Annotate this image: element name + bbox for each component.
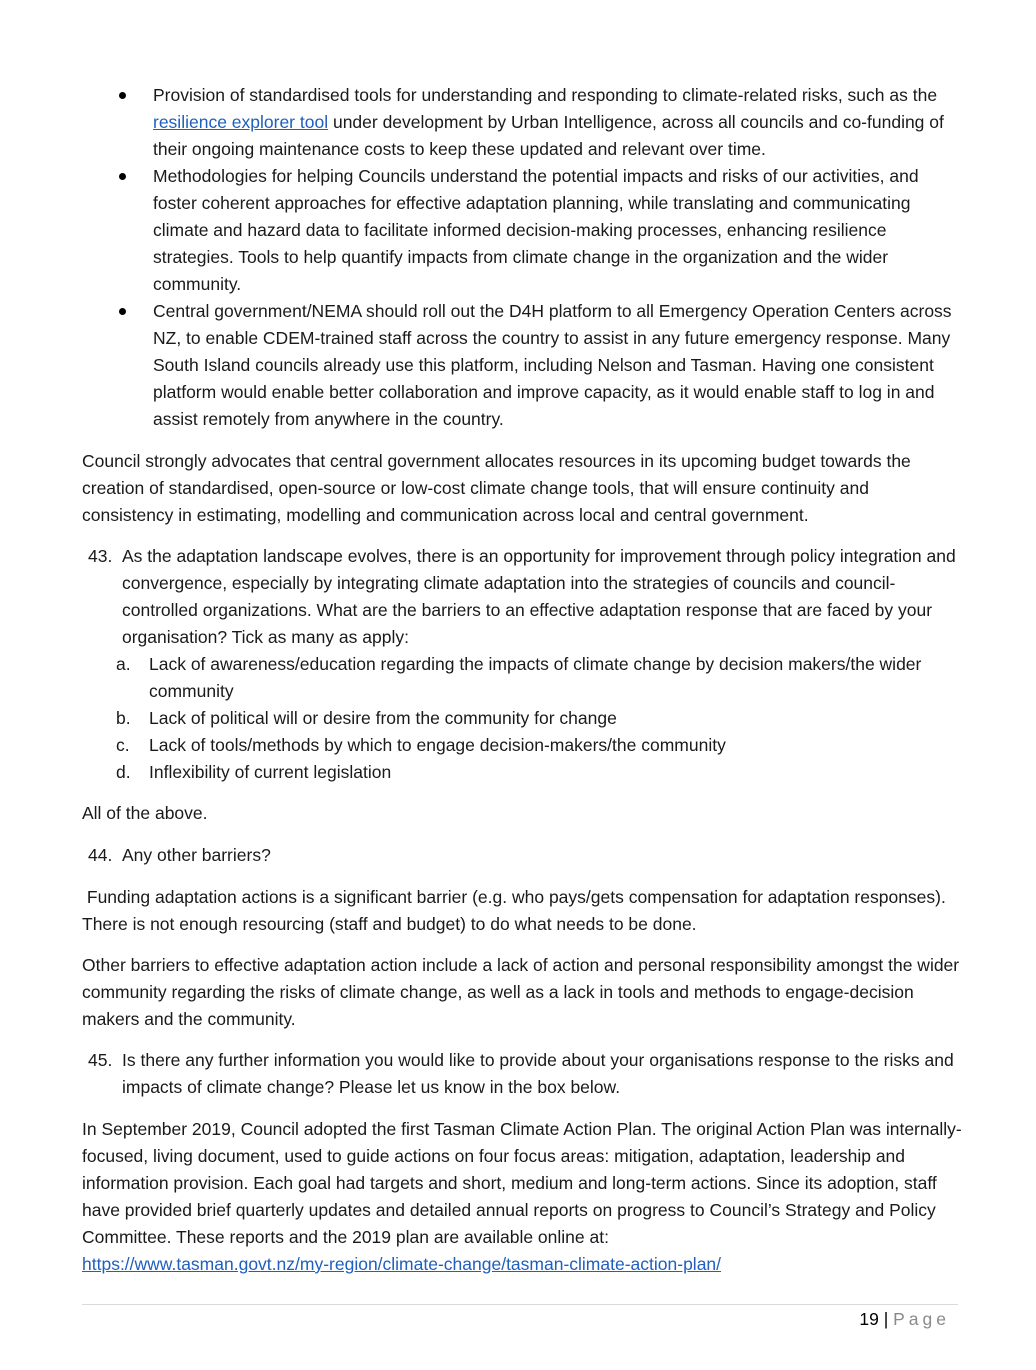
question-number: 44.	[88, 845, 113, 865]
question-text: Is there any further information you would like to provide about your organisations response to the risks and impacts of climate change? Please let us know in the box below.	[122, 1050, 954, 1097]
option-text: Inflexibility of current legislation	[149, 762, 392, 782]
option-c	[82, 732, 962, 759]
advocacy-paragraph: Council strongly advocates that central government allocates resources in its upcoming budget towards the creation of standardised, open-source or low-cost climate change tools, that will ensure continuity and consistency in estimating, modelling and communication across local and central government.	[82, 451, 911, 525]
footer-divider	[82, 1304, 958, 1305]
page-label: Page	[893, 1309, 950, 1329]
option-letter: b.	[116, 708, 131, 728]
bullet-item	[82, 82, 962, 163]
option-b	[82, 705, 962, 732]
option-letter: c.	[116, 735, 130, 755]
bullet-text: Methodologies for helping Councils understand the potential impacts and risks of our activities, and foster coherent approaches for effective adaptation planning, while translating and communicating climate and hazard data to facilitate informed decision-making processes, enhancing resilience strategies. Tools to help quantify impacts from climate change in the organization and the wider community.	[153, 166, 919, 294]
option-letter: a.	[116, 654, 131, 674]
answer-44-funding: Funding adaptation actions is a significant barrier (e.g. who pays/gets compensation for adaptation responses). There is not enough resourcing (staff and budget) to do what needs to be done.	[82, 887, 951, 934]
bullet-item	[82, 298, 962, 433]
option-text: Lack of political will or desire from the community for change	[149, 708, 617, 728]
bullet-item	[82, 163, 962, 298]
answer-45	[82, 1116, 962, 1278]
option-text: Lack of tools/methods by which to engage decision-makers/the community	[149, 735, 726, 755]
resilience-explorer-link[interactable]: resilience explorer tool	[153, 112, 329, 132]
option-d	[82, 759, 962, 786]
bullet-icon	[119, 92, 126, 99]
bullet-list	[82, 82, 962, 433]
page-separator: |	[883, 1309, 889, 1329]
option-letter: d.	[116, 762, 131, 782]
answer-43: All of the above.	[82, 803, 208, 823]
action-plan-link[interactable]: https://www.tasman.govt.nz/my-region/climate-change/tasman-climate-action-plan/	[82, 1254, 722, 1274]
question-number: 45.	[88, 1050, 113, 1070]
bullet-text: Central government/NEMA should roll out the D4H platform to all Emergency Operation Centers across NZ, to enable CDEM-trained staff across the country to assist in any future emergency response. Many South Island councils already use this platform, including Nelson and Tasman. Having one consistent platform would enable better collaboration and improve capacity, as it would enable staff to log in and assist remotely from anywhere in the country.	[153, 301, 952, 429]
answer-44-other: Other barriers to effective adaptation action include a lack of action and personal responsibility amongst the wider community regarding the risks of climate change, as well as a lack in tools and methods to engage-decision makers and the community.	[82, 955, 960, 1029]
question-text: As the adaptation landscape evolves, there is an opportunity for improvement through policy integration and convergence, especially by integrating climate adaptation into the strategies of councils and council-controlled organizations. What are the barriers to an effective adaptation response that are faced by your organisation? Tick as many as apply:	[122, 546, 956, 647]
bullet-text: Provision of standardised tools for understanding and responding to climate-related risks, such as the	[153, 85, 938, 105]
question-44	[82, 842, 962, 869]
bullet-icon	[119, 308, 126, 315]
answer-45-text: In September 2019, Council adopted the first Tasman Climate Action Plan. The original Action Plan was internally-focused, living document, used to guide actions on four focus areas: mitigation, adaptation, leadership and information provision. Each goal had targets and short, medium and long-term actions. Since its adoption, staff have provided brief quarterly updates and detailed annual reports on progress to Council’s Strategy and Policy Committee. These reports and the 2019 plan are available online at:	[82, 1119, 962, 1247]
option-text: Lack of awareness/education regarding the impacts of climate change by decision makers/the wider community	[149, 654, 922, 701]
question-number: 43.	[88, 546, 113, 566]
question-45	[82, 1047, 962, 1101]
page-footer	[859, 1306, 950, 1333]
question-43	[82, 543, 962, 651]
bullet-icon	[119, 173, 126, 180]
bullet-text: under development by Urban Intelligence, across all councils and co-funding of their ongoing maintenance costs to keep these updated and relevant over time.	[153, 112, 944, 159]
question-text: Any other barriers?	[122, 845, 271, 865]
option-a	[82, 651, 962, 705]
page-number: 19	[859, 1309, 879, 1329]
